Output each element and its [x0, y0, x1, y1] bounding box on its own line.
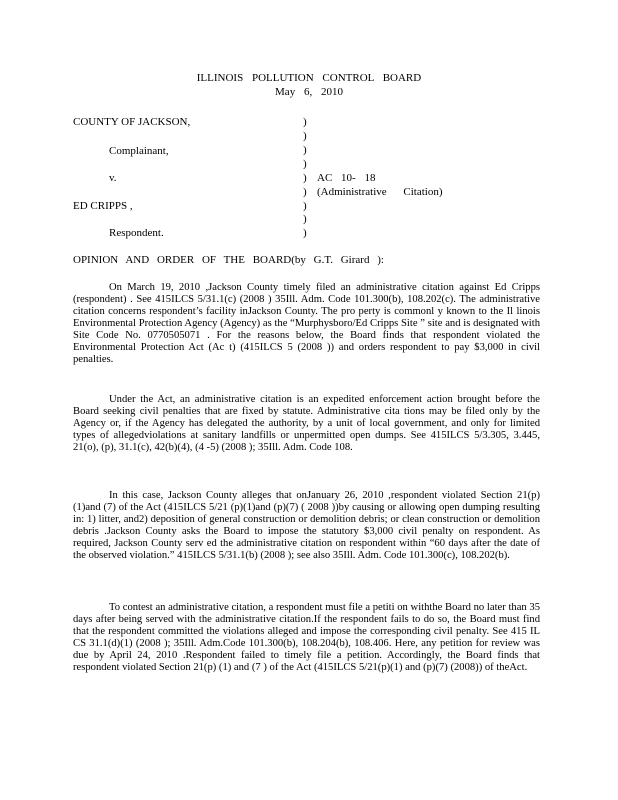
caption-complainant: Complainant,	[109, 145, 169, 157]
body-paragraph	[73, 490, 540, 562]
caption-county: COUNTY OF JACKSON,	[73, 116, 191, 128]
caption-paren: )	[303, 144, 307, 156]
body-paragraph	[73, 282, 540, 366]
caption-versus: v.	[109, 172, 117, 184]
caption-paren: )	[303, 186, 307, 198]
body-paragraph	[73, 394, 540, 454]
caption-paren: )	[303, 130, 307, 142]
opinion-heading: OPINION AND ORDER OF THE BOARD(by G.T. Girard ):	[73, 254, 384, 266]
caption-paren: )	[303, 172, 307, 184]
document-date: May 6, 2010	[275, 86, 343, 98]
caption-case-number: AC 10- 18	[317, 172, 376, 184]
caption-paren: )	[303, 158, 307, 170]
caption-respondent: Respondent.	[109, 227, 164, 239]
caption-respondent-name: ED CRIPPS ,	[73, 200, 133, 212]
caption-case-type: (Administrative Citation)	[317, 186, 443, 198]
caption-paren: )	[303, 116, 307, 128]
caption-paren: )	[303, 213, 307, 225]
board-title: ILLINOIS POLLUTION CONTROL BOARD	[196, 72, 422, 84]
paragraph-text: In this case, Jackson County alleges that onJanuary 26, 2010 ,respondent violated Section 21(p) (1)and (7) of the Act (415ILCS 5/21 (p)(1)and (p)(7) ( 2008 ))by causing or allowing open dumping resulting in: 1) litter, and2) deposition of general construction or demolition debris; or clean construction or demolition debris .Jackson County asks the Board to impose the statutory $3,000 civil penalty on respondent. As required, Jackson County serv ed the administrative citation on respondent within “60 days after the date of the observed violation.” 415ILCS 5/31.1(b) (2008 ); see also 35Ill. Adm. Code 101.300(c), 108.202(b).	[73, 490, 540, 561]
body-paragraph	[73, 602, 540, 674]
paragraph-text: Under the Act, an administrative citation is an expedited enforcement action brought before the Board seeking civil penalties that are fixed by statute. Administrative cita tions may be filed only by the Agency or, if the Agency has delegated the authority, by a unit of local government, and only for limited types of allegedviolations at sanitary landfills or unpermitted open dumps. See 415ILCS 5/3.305, 3.445, 21(o), (p), 31.1(c), 42(b)(4), (4 -5) (2008 ); 35Ill. Adm. Code 108.	[73, 394, 540, 453]
paragraph-text: To contest an administrative citation, a respondent must file a petiti on withthe Board no later than 35 days after being served with the administrative citation.If the respondent fails to do so, the Board must find that the respondent committed the violations alleged and impose the corresponding civil penalty. See 415 IL CS 31.1(d)(1) (2008 ); 35Ill. Adm.Code 101.300(b), 108.204(b), 108.406. Here, any petition for review was due by April 24, 2010 .Respondent failed to timely file a petition. Accordingly, the Board finds that respondent violated Section 21(p) (1) and (7 ) of the Act (415ILCS 5/21(p)(1) and (p)(7) (2008)) of theAct.	[73, 602, 540, 673]
caption-paren: )	[303, 227, 307, 239]
caption-paren: )	[303, 200, 307, 212]
paragraph-text: On March 19, 2010 ,Jackson County timely filed an administrative citation against Ed Cripps (respondent) . See 415ILCS 5/31.1(c) (2008 ) 35Ill. Adm. Code 101.300(b), 108.202(c). The administrative citation concerns respondent’s facility inJackson County. The pro perty is commonl y known to the Il linois Environmental Protection Agency (Agency) as the “Murphysboro/Ed Cripps Site ” site and is designated with Site Code No. 0770505071 . For the reasons below, the Board finds that respondent violated the Environmental Protection Act (Ac t) (415ILCS 5 (2008 )) and orders respondent to pay $3,000 in civil penalties.	[73, 282, 540, 365]
